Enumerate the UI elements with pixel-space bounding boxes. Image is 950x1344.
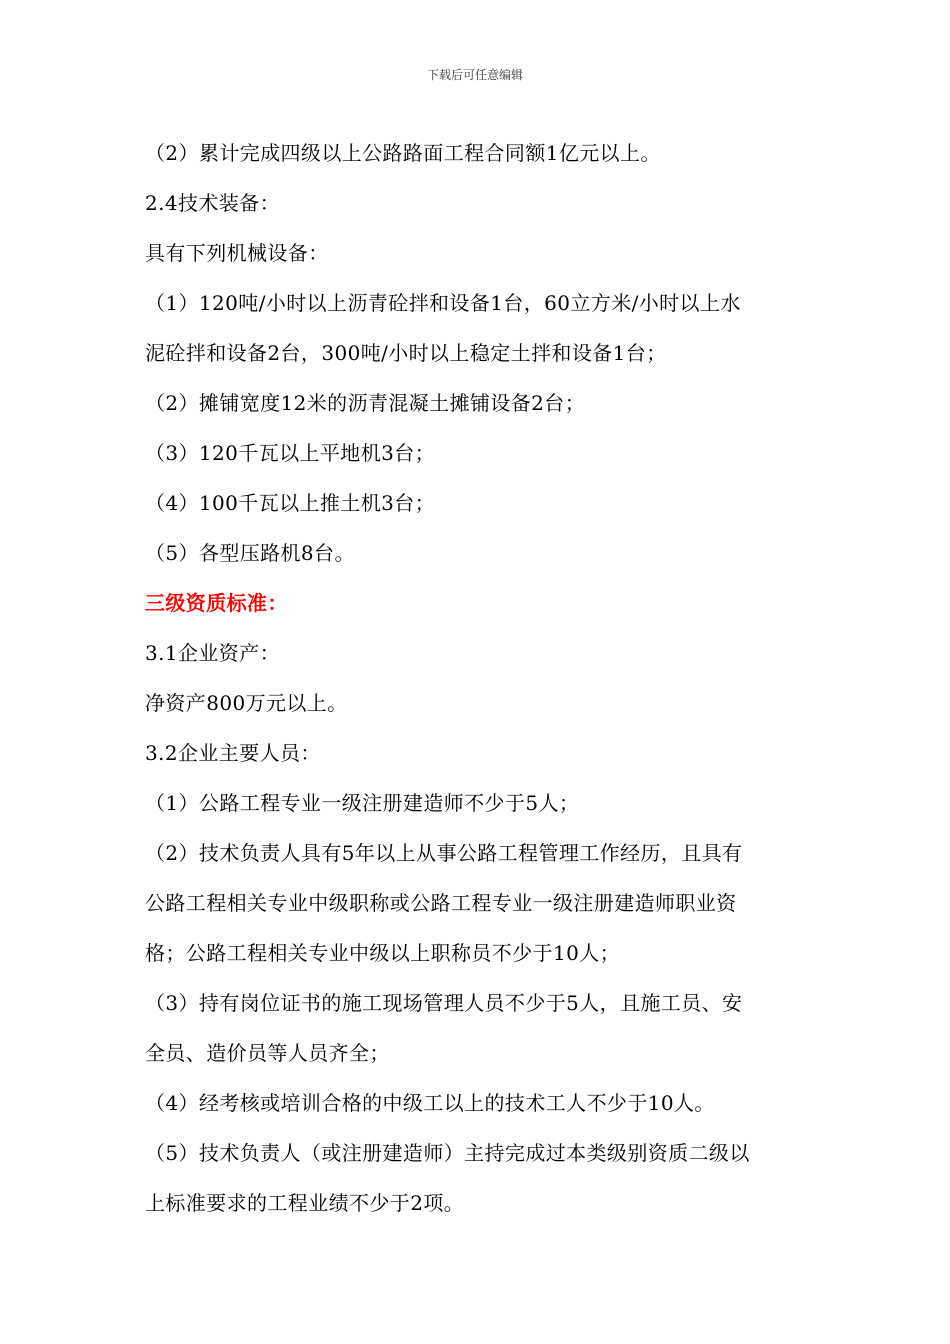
- paragraph-line: （5）技术负责人（或注册建造师）主持完成过本类级别资质二级以: [145, 1141, 750, 1165]
- paragraph-line: 净资产800万元以上。: [145, 691, 348, 715]
- section-heading: 3.1企业资产：: [145, 641, 281, 665]
- paragraph-line: 公路工程相关专业中级职称或公路工程专业一级注册建造师职业资: [145, 891, 737, 915]
- paragraph-line: 全员、造价员等人员齐全；: [145, 1041, 390, 1065]
- paragraph-line: （2）技术负责人具有5年以上从事公路工程管理工作经历，且具有: [145, 841, 743, 865]
- paragraph-line: （1）120吨/小时以上沥青砼拌和设备1台，60立方米/小时以上水: [145, 291, 741, 315]
- paragraph-line: （2）累计完成四级以上公路路面工程合同额1亿元以上。: [145, 141, 661, 165]
- paragraph-line: 具有下列机械设备：: [145, 241, 329, 265]
- document-body: [145, 128, 815, 1228]
- paragraph-line: （3）120千瓦以上平地机3台；: [145, 441, 436, 465]
- paragraph-line: （1）公路工程专业一级注册建造师不少于5人；: [145, 791, 580, 815]
- paragraph-line: 泥砼拌和设备2台，300吨/小时以上稳定土拌和设备1台；: [145, 341, 667, 365]
- paragraph-line: （4）经考核或培训合格的中级工以上的技术工人不少于10人。: [145, 1091, 715, 1115]
- section-heading: 2.4技术装备：: [145, 191, 281, 215]
- paragraph-line: （4）100千瓦以上推土机3台；: [145, 491, 436, 515]
- paragraph-line: （3）持有岗位证书的施工现场管理人员不少于5人，且施工员、安: [145, 991, 743, 1015]
- section-heading: 3.2企业主要人员：: [145, 741, 321, 765]
- paragraph-line: 上标准要求的工程业绩不少于2项。: [145, 1191, 465, 1215]
- grade-heading: 三级资质标准：: [145, 591, 288, 615]
- paragraph-line: （5）各型压路机8台。: [145, 541, 355, 565]
- paragraph-line: （2）摊铺宽度12米的沥青混凝土摊铺设备2台；: [145, 391, 586, 415]
- page-header: 下载后可任意编辑: [426, 68, 523, 82]
- paragraph-line: 格；公路工程相关专业中级以上职称员不少于10人；: [145, 941, 621, 965]
